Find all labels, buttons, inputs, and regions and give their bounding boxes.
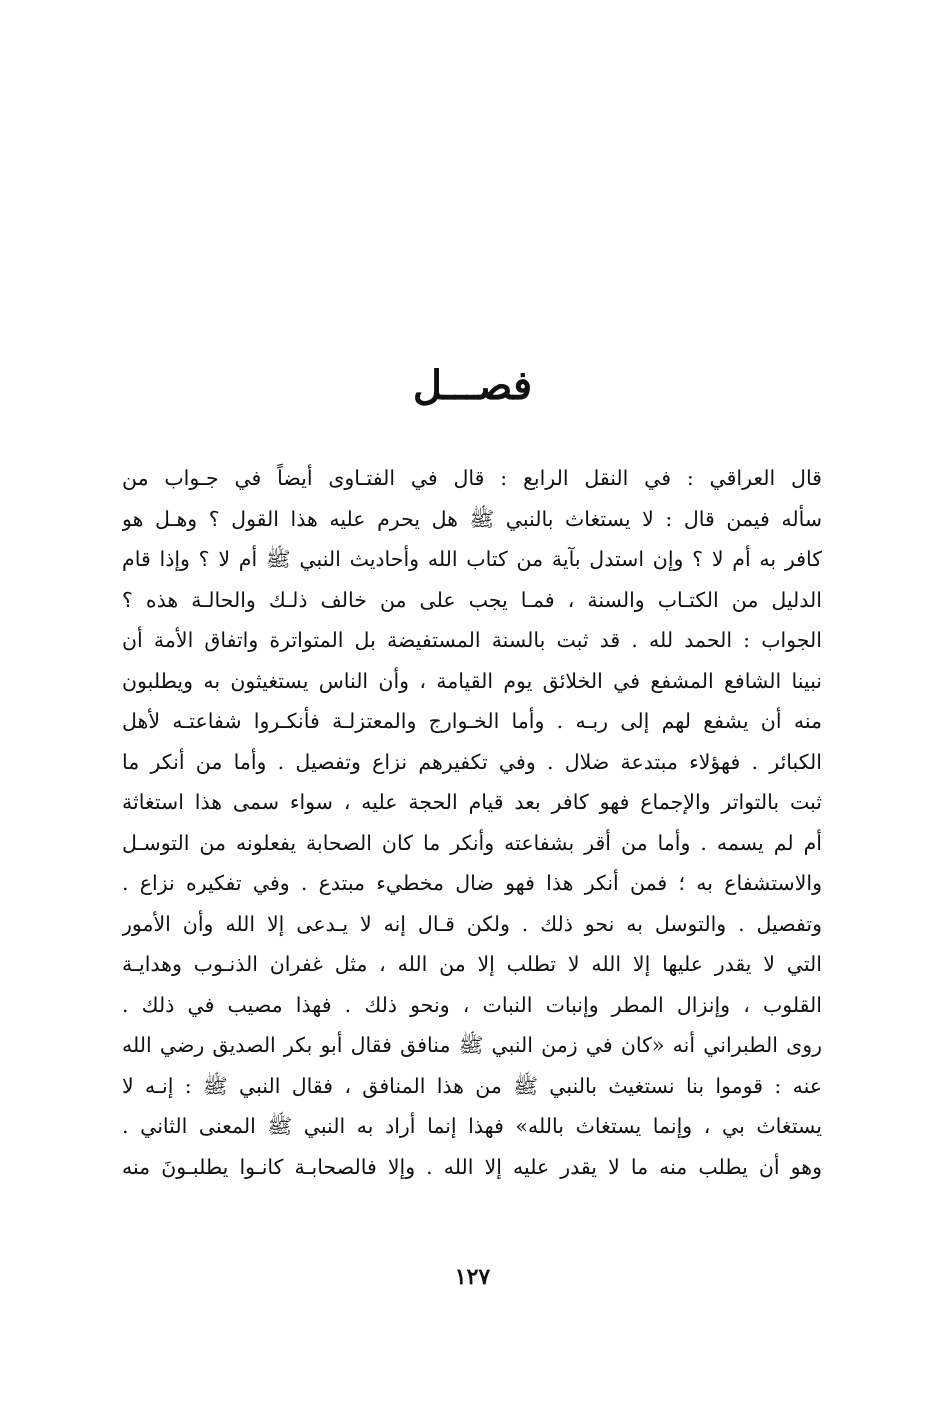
text-line: نبينا الشافع المشفع في الخلائق يوم القيامة ، وأن الناس يستغيثون به ويطلبون xyxy=(122,668,822,693)
text-line: الجواب : الحمد لله . قد ثبت بالسنة المستفيضة بل المتواترة واتفاق الأمة أن xyxy=(122,628,822,652)
text-line: وهو أن يطلب منه ما لا يقدر عليه إلا الله . وإلا فالصحابـة كانـوا يطلبـونَ منه xyxy=(122,1154,822,1179)
text-line: الدليل من الكتـاب والسنة ، فمـا يجب على من خالف ذلـك والحالـة هذه ؟ xyxy=(122,587,822,612)
text-line: التي لا يقدر عليها إلا الله لا تطلب إلا من الله ، مثل غفران الذنـوب وهدايـة xyxy=(122,952,822,976)
text-line: أم لم يسمه . وأما من أقر بشفاعته وأنكر ما كان الصحابة يفعلونه من التوسـل xyxy=(122,830,822,855)
body-text xyxy=(122,458,822,1187)
text-line: روى الطبراني أنه «كان في زمن النبي ﷺ منافق فقال أبو بكر الصديق رضي الله xyxy=(122,1033,822,1057)
text-line: قال العراقي : في النقل الرابع : قال في الفتـاوى أيضاً في جـواب من xyxy=(122,466,822,490)
text-line: عنه : قوموا بنا نستغيث بالنبي ﷺ من هذا المنافق ، فقال النبي ﷺ : إنـه لا xyxy=(122,1073,822,1098)
page-number: ١٢٧ xyxy=(454,1264,491,1290)
text-line: منه أن يشفع لهم إلى ربـه . وأما الخـوارج والمعتزلـة فأنكـروا شفاعتـه لأهل xyxy=(122,709,822,733)
text-line: كافر به أم لا ؟ وإن استدل بآية من كتاب الله وأحاديث النبي ﷺ أم لا ؟ وإذا قام xyxy=(122,547,822,571)
section-title: فصـــل xyxy=(412,362,533,409)
text-line: وتفصيل . والتوسل به نحو ذلك . ولكن قـال إنه لا يـدعى إلا الله وأن الأمور xyxy=(122,911,822,936)
text-line: سأله فيمن قال : لا يستغاث بالنبي ﷺ هل يحرم عليه هذا القول ؟ وهـل هو xyxy=(122,506,822,531)
text-line: القلوب ، وإنزال المطر وإنبات النبات ، ونحو ذلك . فهذا مصيب في ذلك . xyxy=(122,992,822,1017)
text-line: والاستشفاع به ؛ فمن أنكر هذا فهو ضال مخطيء مبتدع . وفي تفكيره نزاع . xyxy=(122,871,822,895)
text-line: يستغاث بي ، وإنما يستغاث بالله» فهذا إنما أراد به النبي ﷺ المعنى الثاني . xyxy=(122,1114,822,1138)
text-line: الكبائر . فهؤلاء مبتدعة ضلال . وفي تكفيرهم نزاع وتفصيل . وأما من أنكر ما xyxy=(122,749,822,774)
text-line: ثبت بالتواتر والإجماع فهو كافر بعد قيام الحجة عليه ، سواء سمى هذا استغاثة xyxy=(122,790,822,814)
